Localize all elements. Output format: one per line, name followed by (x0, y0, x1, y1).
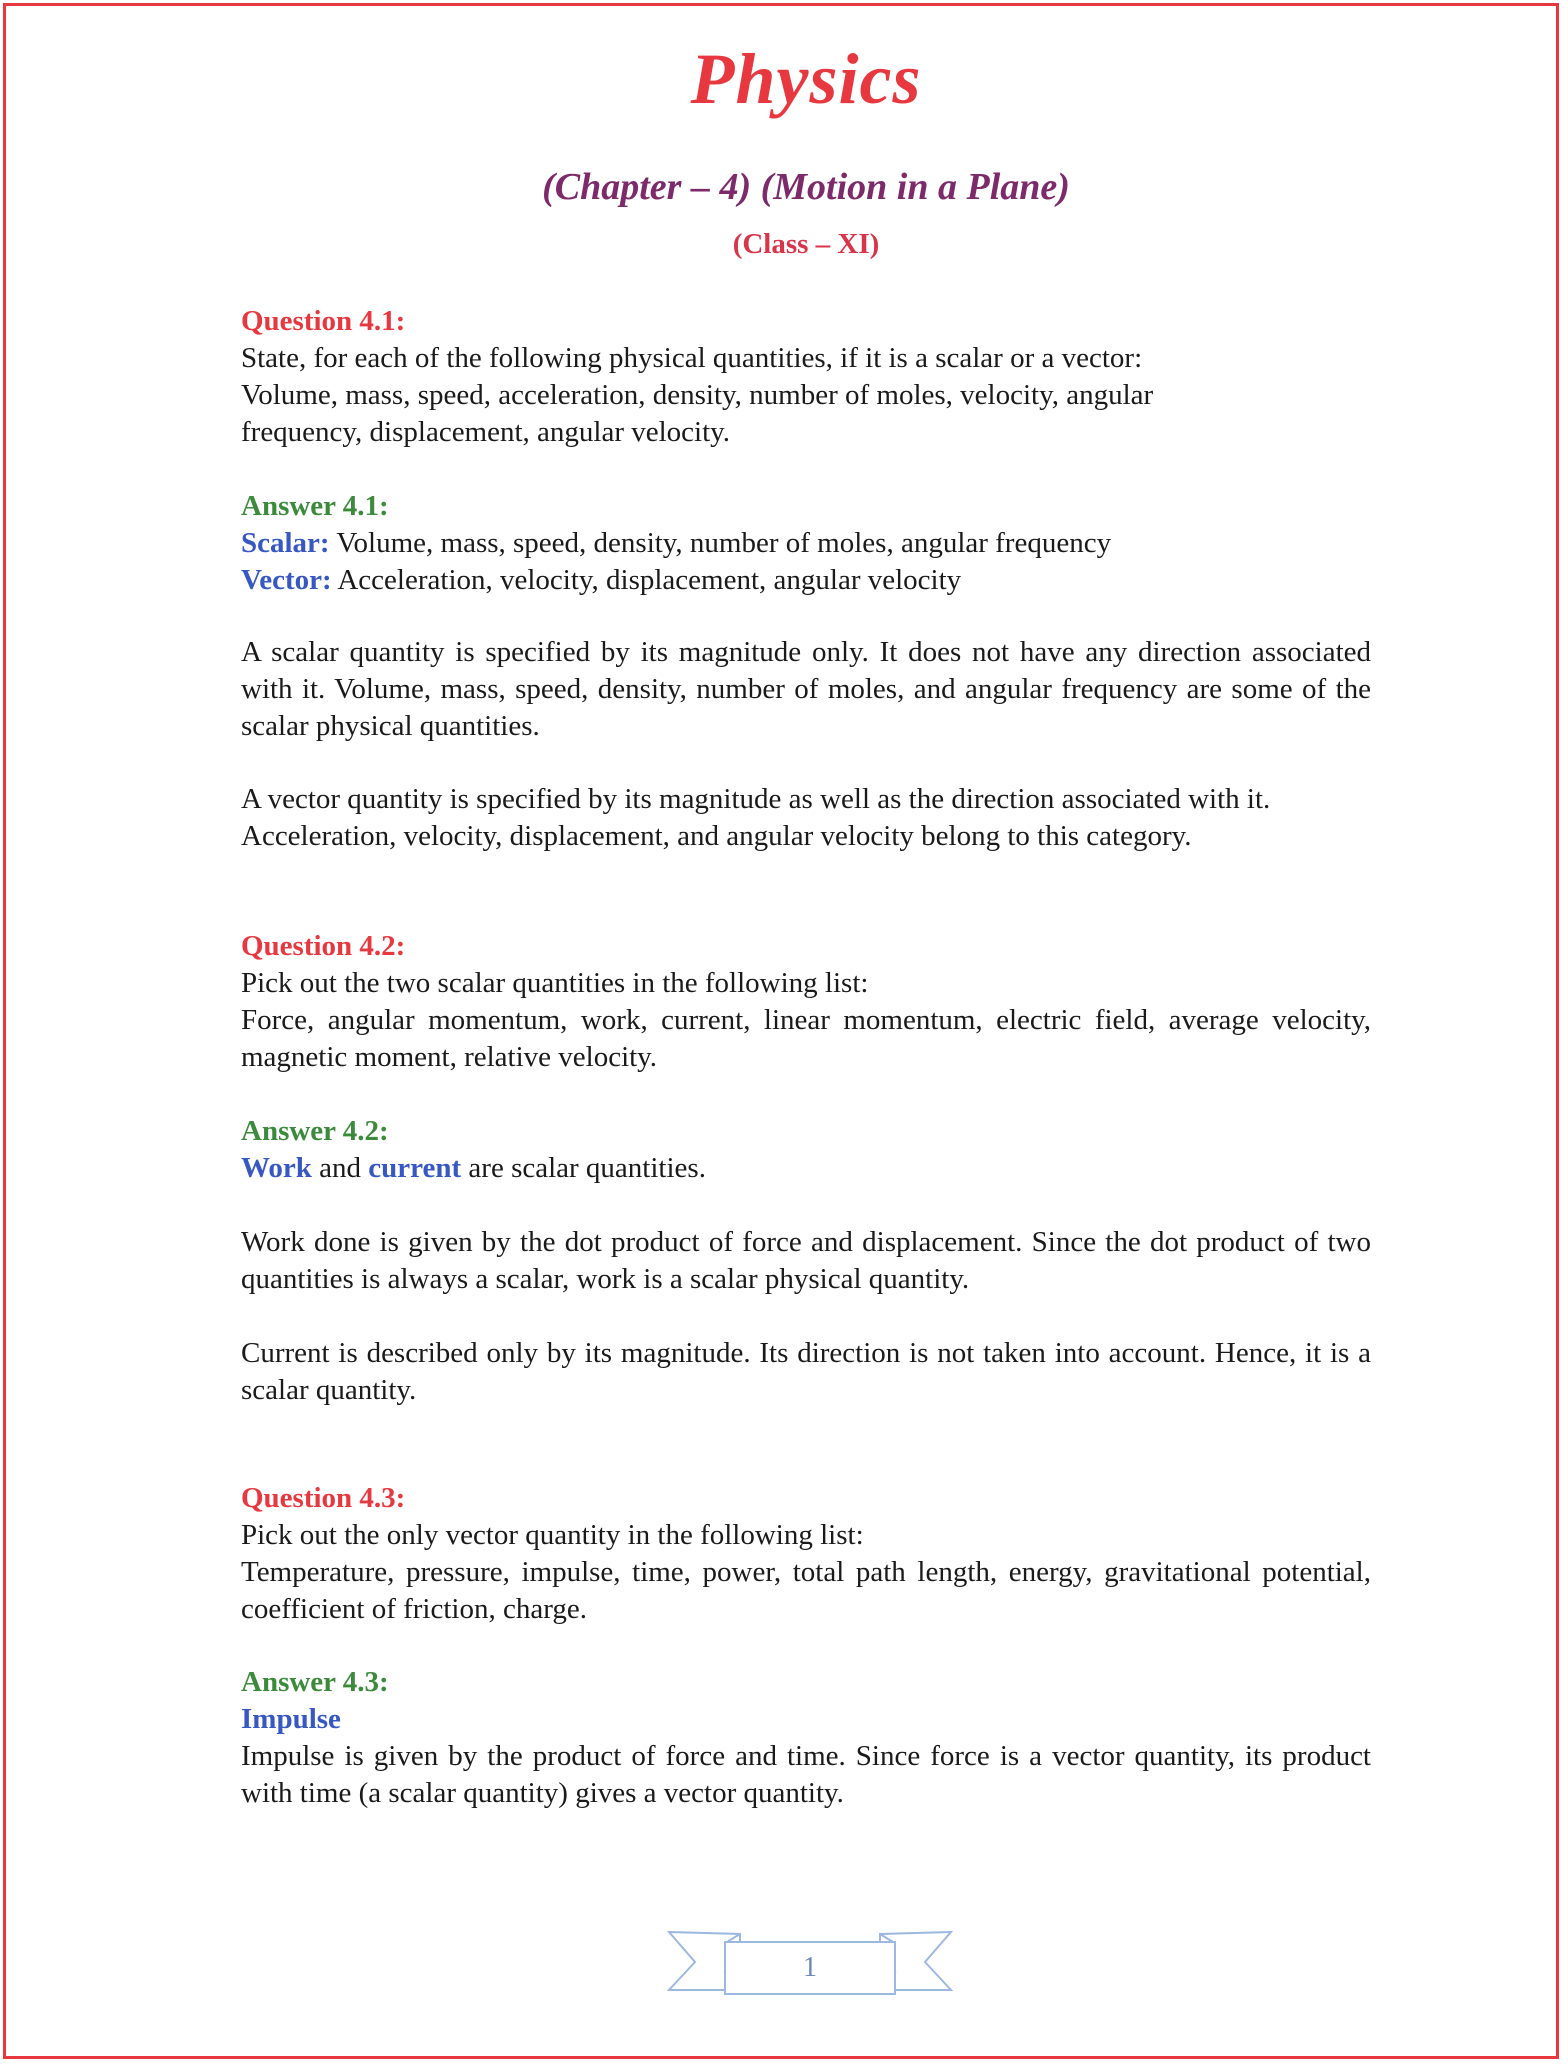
page-number-ribbon (665, 1912, 955, 2012)
question-heading: Question 4.2: (241, 930, 406, 962)
page-title: Physics (690, 39, 922, 119)
question-4-1 (241, 303, 1371, 451)
answer-text: are scalar quantities. (461, 1152, 706, 1184)
keyword-current: current (368, 1152, 462, 1184)
answer-4-1 (241, 488, 1371, 599)
answer-4-2 (241, 1113, 1371, 1187)
question-heading: Question 4.1: (241, 305, 406, 337)
answer-paragraph: A vector quantity is specified by its magnitude as well as the direction associated with it. Acceleration, velocity, displacement, and angular velocity belong to this category. (241, 783, 1271, 852)
keyword-work: Work (241, 1152, 312, 1184)
answer-paragraph: A scalar quantity is specified by its magnitude only. It does not have any direction associated with it. Volume, mass, speed, density, number of moles, and angular frequency are some of the scalar physical quantities. (241, 636, 1371, 742)
question-list: Temperature, pressure, impulse, time, power, total path length, energy, gravitational potential, coefficient of friction, charge. (241, 1556, 1371, 1625)
vector-line (241, 562, 1371, 599)
answer-paragraph: Work done is given by the dot product of force and displacement. Since the dot product of two quantities is always a scalar, work is a scalar physical quantity. (241, 1226, 1371, 1295)
scalar-label: Scalar: (241, 527, 330, 559)
keyword-impulse: Impulse (241, 1703, 341, 1735)
answer-heading: Answer 4.3: (241, 1666, 389, 1698)
question-list: Volume, mass, speed, acceleration, density, number of moles, velocity, angular frequency, displacement, angular velocity. (241, 379, 1154, 448)
question-text: Pick out the two scalar quantities in the following list: (241, 967, 869, 999)
question-4-3 (241, 1480, 1371, 1628)
answer-4-3 (241, 1664, 1371, 1812)
answer-paragraph: Impulse is given by the product of force and time. Since force is a vector quantity, its product with time (a scalar quantity) gives a vector quantity. (241, 1740, 1371, 1809)
page-number: 1 (803, 1952, 817, 1983)
scalar-line (241, 525, 1371, 562)
question-text: State, for each of the following physical quantities, if it is a scalar or a vector: (241, 342, 1143, 374)
answer-heading: Answer 4.1: (241, 490, 389, 522)
answer-paragraph: Current is described only by its magnitude. Its direction is not taken into account. Hence, it is a scalar quantity. (241, 1337, 1371, 1406)
answer-summary (241, 1150, 1371, 1187)
class-label: (Class – XI) (732, 228, 880, 260)
vector-label: Vector: (241, 564, 332, 596)
scalar-list: Volume, mass, speed, density, number of moles, angular frequency (329, 527, 1112, 559)
question-text: Pick out the only vector quantity in the following list: (241, 1519, 864, 1551)
chapter-heading: (Chapter – 4) (Motion in a Plane) (542, 166, 1070, 208)
question-list: Force, angular momentum, work, current, linear momentum, electric field, average velocity, magnetic moment, relative velocity. (241, 1004, 1371, 1073)
question-heading: Question 4.3: (241, 1482, 406, 1514)
answer-heading: Answer 4.2: (241, 1115, 389, 1147)
question-4-2 (241, 928, 1371, 1076)
answer-text: and (311, 1152, 369, 1184)
vector-list: Acceleration, velocity, displacement, angular velocity (331, 564, 962, 596)
